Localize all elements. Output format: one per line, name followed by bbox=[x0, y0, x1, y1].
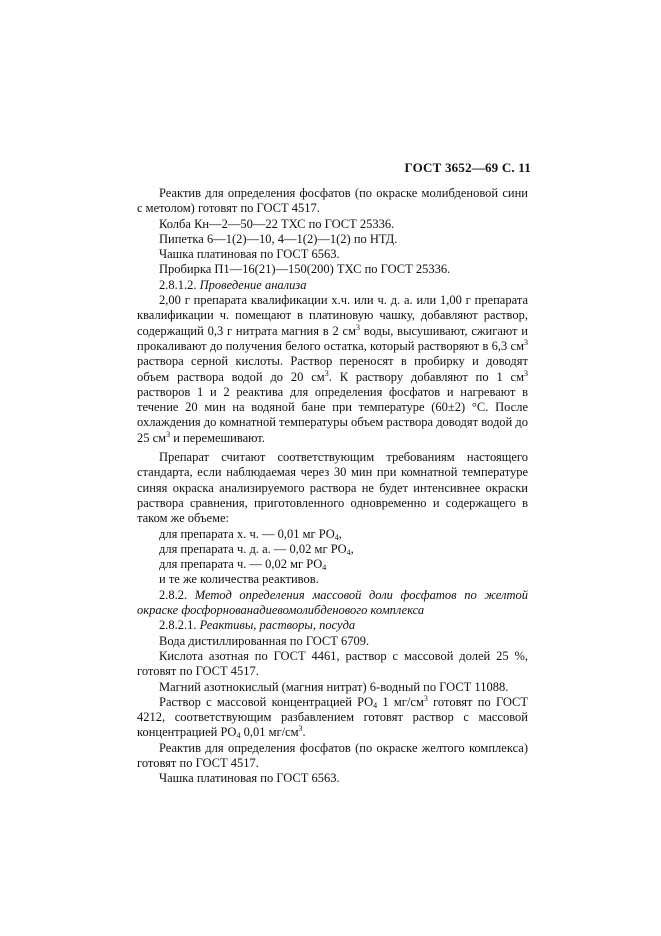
paragraph-po4-solution: Раствор с массовой концентрацией $PO_4$ 1 $мг/см^3$ готовят по ГОСТ 4212, соответствующим разбавлением готовят раствор с массовой концентрацией $PO_4$ 0,01 $мг/см^3$. bbox=[137, 693, 529, 741]
item-platinum-dish-2: Чашка платиновая по ГОСТ 6563. bbox=[159, 771, 340, 786]
section-2-8-2-heading: 2.8.2. Метод определения массовой доли фосфатов по желтой окраске фосфорнованадиевомолибденового комплекса bbox=[137, 587, 528, 618]
document-body bbox=[137, 186, 528, 787]
item-distilled-water: Вода дистиллированная по ГОСТ 6709. bbox=[159, 633, 370, 648]
section-number: 2.8.1.2. bbox=[159, 277, 197, 292]
section-title: Проведение анализа bbox=[199, 277, 307, 292]
item-nitric-acid: Кислота азотная по ГОСТ 4461, раствор с массовой долей 25 %, готовят по ГОСТ 4517. bbox=[137, 648, 528, 679]
paragraph-reagent-blue: Реактив для определения фосфатов (по окраске молибденовой сини с метолом) готовят по ГОСТ 4517. bbox=[137, 186, 528, 216]
list-item-ch: для препарата ч. — 0,02 мг $PO_4$ bbox=[159, 557, 327, 573]
paragraph-analysis-procedure: 2,00 г препарата квалификации х.ч. или ч. д. а. или 1,00 г препарата квалификации ч. помещают в платиновую чашку, добавляют раствор, содержащий 0,3 г нитрата магния в 2 $см^3$ воды, высушивают, сжигают и прокаливают до получения белого остатка, который растворяют в 6,3 $см^3$ раствора серной кислоты. Раствор переносят в пробирку и доводят объем раствора водой до 20 $см^3$. К раствору добавляют по 1 $см^3$ растворов 1 и 2 реактива для определения фосфатов и нагревают в течение 20 мин на водяной бане при температуре (60±2) °С. После охлаждения до комнатной температуры объем раствора доводят водой до 25 $см^3$ и перемешивают. bbox=[137, 293, 529, 445]
list-item-chda: для препарата ч. д. а. — 0,02 мг $PO_4$, bbox=[159, 541, 354, 557]
section-2-8-2-1-heading: 2.8.2.1. Реактивы, растворы, посуда bbox=[159, 618, 356, 633]
paragraph-acceptance-criteria: Препарат считают соответствующим требованиям настоящего стандарта, если наблюдаемая через 30 мин при комнатной температуре синяя окраска анализируемого раствора не будет интенсивнее окраски раствора сравнения, приготовленного одновременно и содержащего в таком же объеме: bbox=[137, 450, 528, 526]
item-magnesium-nitrate: Магний азотнокислый (магния нитрат) 6-водный по ГОСТ 11088. bbox=[159, 679, 509, 694]
paragraph-reagent-yellow: Реактив для определения фосфатов (по окраске желтого комплекса) готовят по ГОСТ 4517. bbox=[137, 740, 528, 770]
item-pipette: Пипетка 6—1(2)—10, 4—1(2)—1(2) по НТД. bbox=[159, 231, 398, 246]
page-header: ГОСТ 3652—69 С. 11 bbox=[404, 160, 531, 175]
item-test-tube: Пробирка П1—16(21)—150(200) ТХС по ГОСТ 25336. bbox=[159, 262, 451, 277]
section-2-8-1-2-heading bbox=[137, 278, 528, 293]
list-item-xch: для препарата х. ч. — 0,01 мг $PO_4$, bbox=[159, 526, 342, 542]
item-platinum-dish: Чашка платиновая по ГОСТ 6563. bbox=[159, 247, 340, 262]
item-flask: Колба Кн—2—50—22 ТХС по ГОСТ 25336. bbox=[159, 216, 395, 231]
list-item-reagents: и те же количества реактивов. bbox=[159, 572, 319, 587]
